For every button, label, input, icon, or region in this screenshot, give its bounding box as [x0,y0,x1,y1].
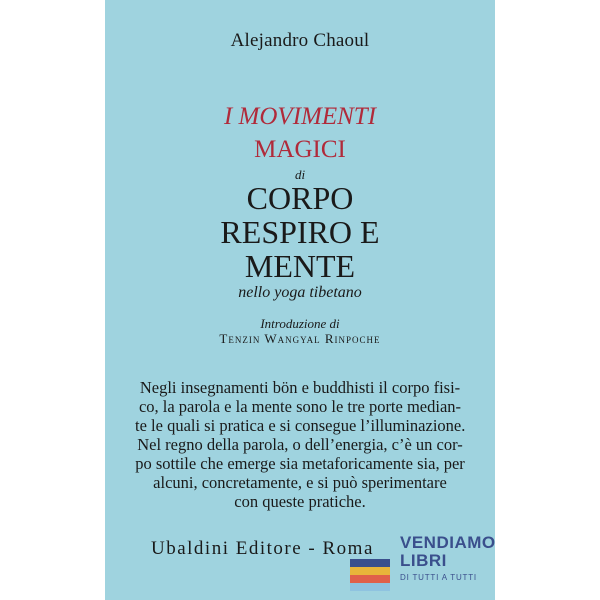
title-line-3: CORPO [246,180,354,216]
logo-stripe-red [350,575,390,583]
logo-stripe-yellow [350,567,390,575]
blurb-line: Negli insegnamenti bön e buddhisti il corpo fisi- [139,378,461,397]
blurb-line: con queste pratiche. [234,492,366,511]
intro-author: Tenzin Wangyal Rinpoche [219,331,381,346]
author-name: Alejandro Chaoul [230,30,370,51]
title-line-5: MENTE [244,248,356,284]
blurb-line: co, la parola e la mente sono le tre porte median- [138,397,462,416]
blurb-line: Nel regno della parola, o dell’energia, c’è un cor- [137,435,463,454]
subtitle: nello yoga tibetano [238,284,362,301]
publisher: Ubaldini Editore - Roma [151,538,374,559]
blurb-line: te le quali si pratica e si consegue l’illuminazione. [135,416,466,435]
title-connector: di [294,167,306,182]
watermark-line-3: DI TUTTI A TUTTI [400,573,477,582]
blurb [135,378,465,511]
title-line-2: MAGICI [254,136,346,163]
blurb-line: po sottile che emerge sia metaforicamente sia, per [135,454,465,473]
blurb-line: alcuni, concretamente, e si può sperimentare [153,473,447,492]
logo-stripe-blue [350,559,390,567]
title-line-4: RESPIRO E [220,214,380,250]
intro-label: Introduzione di [260,316,340,331]
logo-stripe-lightblue [350,583,390,591]
watermark-line-1: VENDIAMO [400,533,496,552]
title-line-1: I MOVIMENTI [223,103,377,130]
watermark-logo [350,533,496,593]
watermark-line-2: LIBRI [400,551,447,570]
book-cover [105,0,495,600]
